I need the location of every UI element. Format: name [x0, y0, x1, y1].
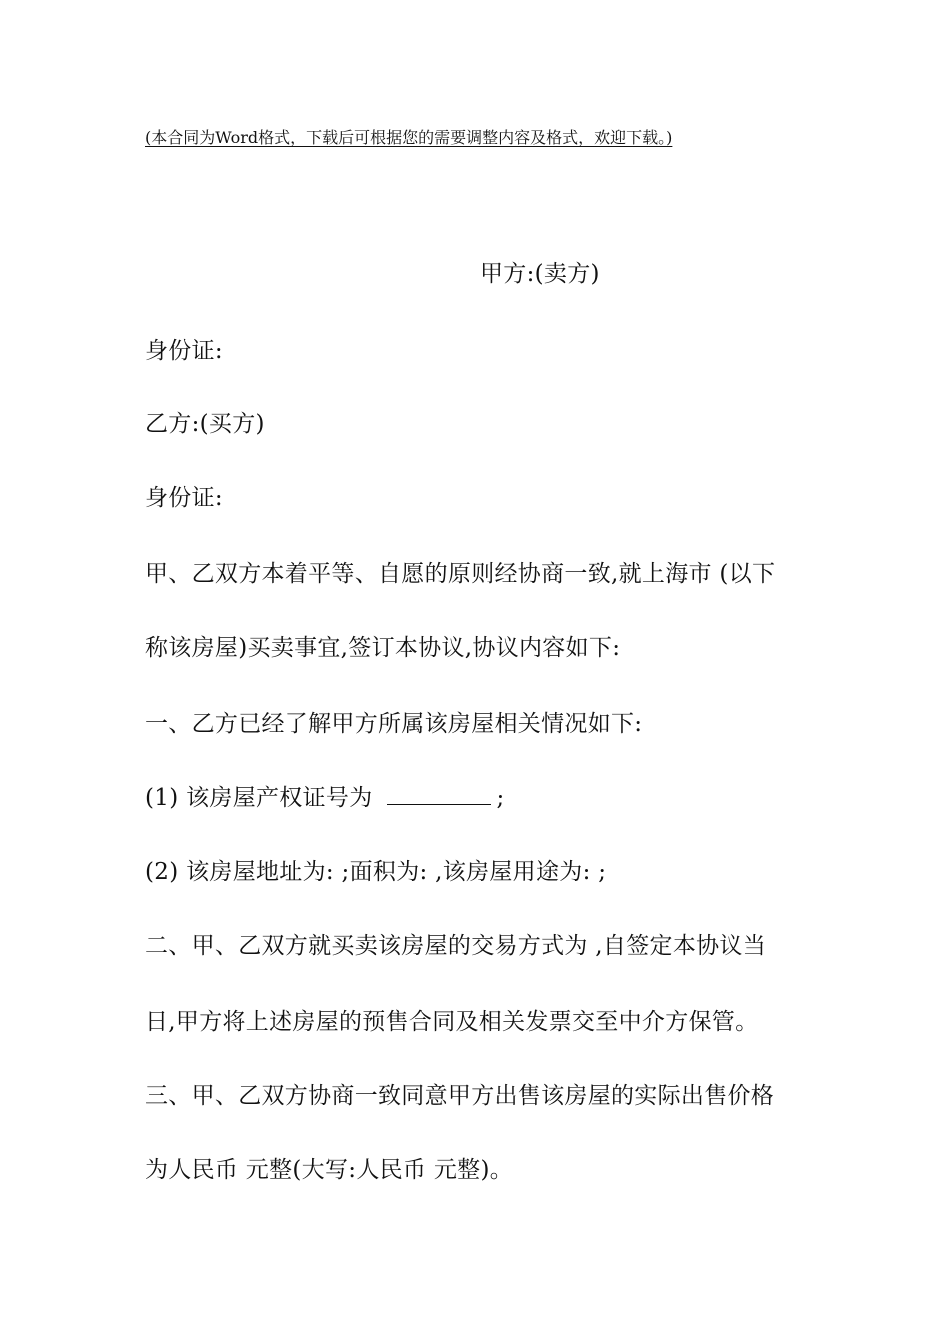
party-b-label: 乙方:(买方)	[145, 411, 265, 437]
party-b-id-label: 身份证:	[145, 485, 223, 511]
clause-3-line-2: 为人民币 元整(大写:人民币 元整)。	[145, 1157, 514, 1183]
intro-paragraph-line-2: 称该房屋)买卖事宜,签订本协议,协议内容如下:	[145, 635, 621, 661]
party-a-label: 甲方:(卖方)	[480, 261, 600, 287]
party-a-id-label: 身份证:	[145, 338, 223, 364]
clause-3-line-1: 三、甲、乙双方协商一致同意甲方出售该房屋的实际出售价格	[145, 1083, 775, 1109]
download-notice: (本合同为Word格式，下载后可根据您的需要调整内容及格式，欢迎下载。)	[145, 128, 673, 147]
clause-1-item-2: (2) 该房屋地址为: ;面积为: ,该房屋用途为: ;	[145, 859, 607, 885]
intro-paragraph-line-1: 甲、乙双方本着平等、自愿的原则经协商一致,就上海市 (以下	[145, 561, 776, 587]
clause-2-line-1: 二、甲、乙双方就买卖该房屋的交易方式为 ,自签定本协议当	[145, 933, 767, 959]
clause-1-item-1	[145, 782, 505, 814]
clause-2-line-2: 日,甲方将上述房屋的预售合同及相关发票交至中介方保管。	[145, 1009, 759, 1035]
clause-1-title: 一、乙方已经了解甲方所属该房屋相关情况如下:	[145, 711, 643, 737]
certificate-number-blank	[387, 782, 491, 805]
clause-1-item-1-text: (1) 该房屋产权证号为	[145, 785, 373, 811]
clause-1-item-1-end: ;	[496, 785, 505, 811]
